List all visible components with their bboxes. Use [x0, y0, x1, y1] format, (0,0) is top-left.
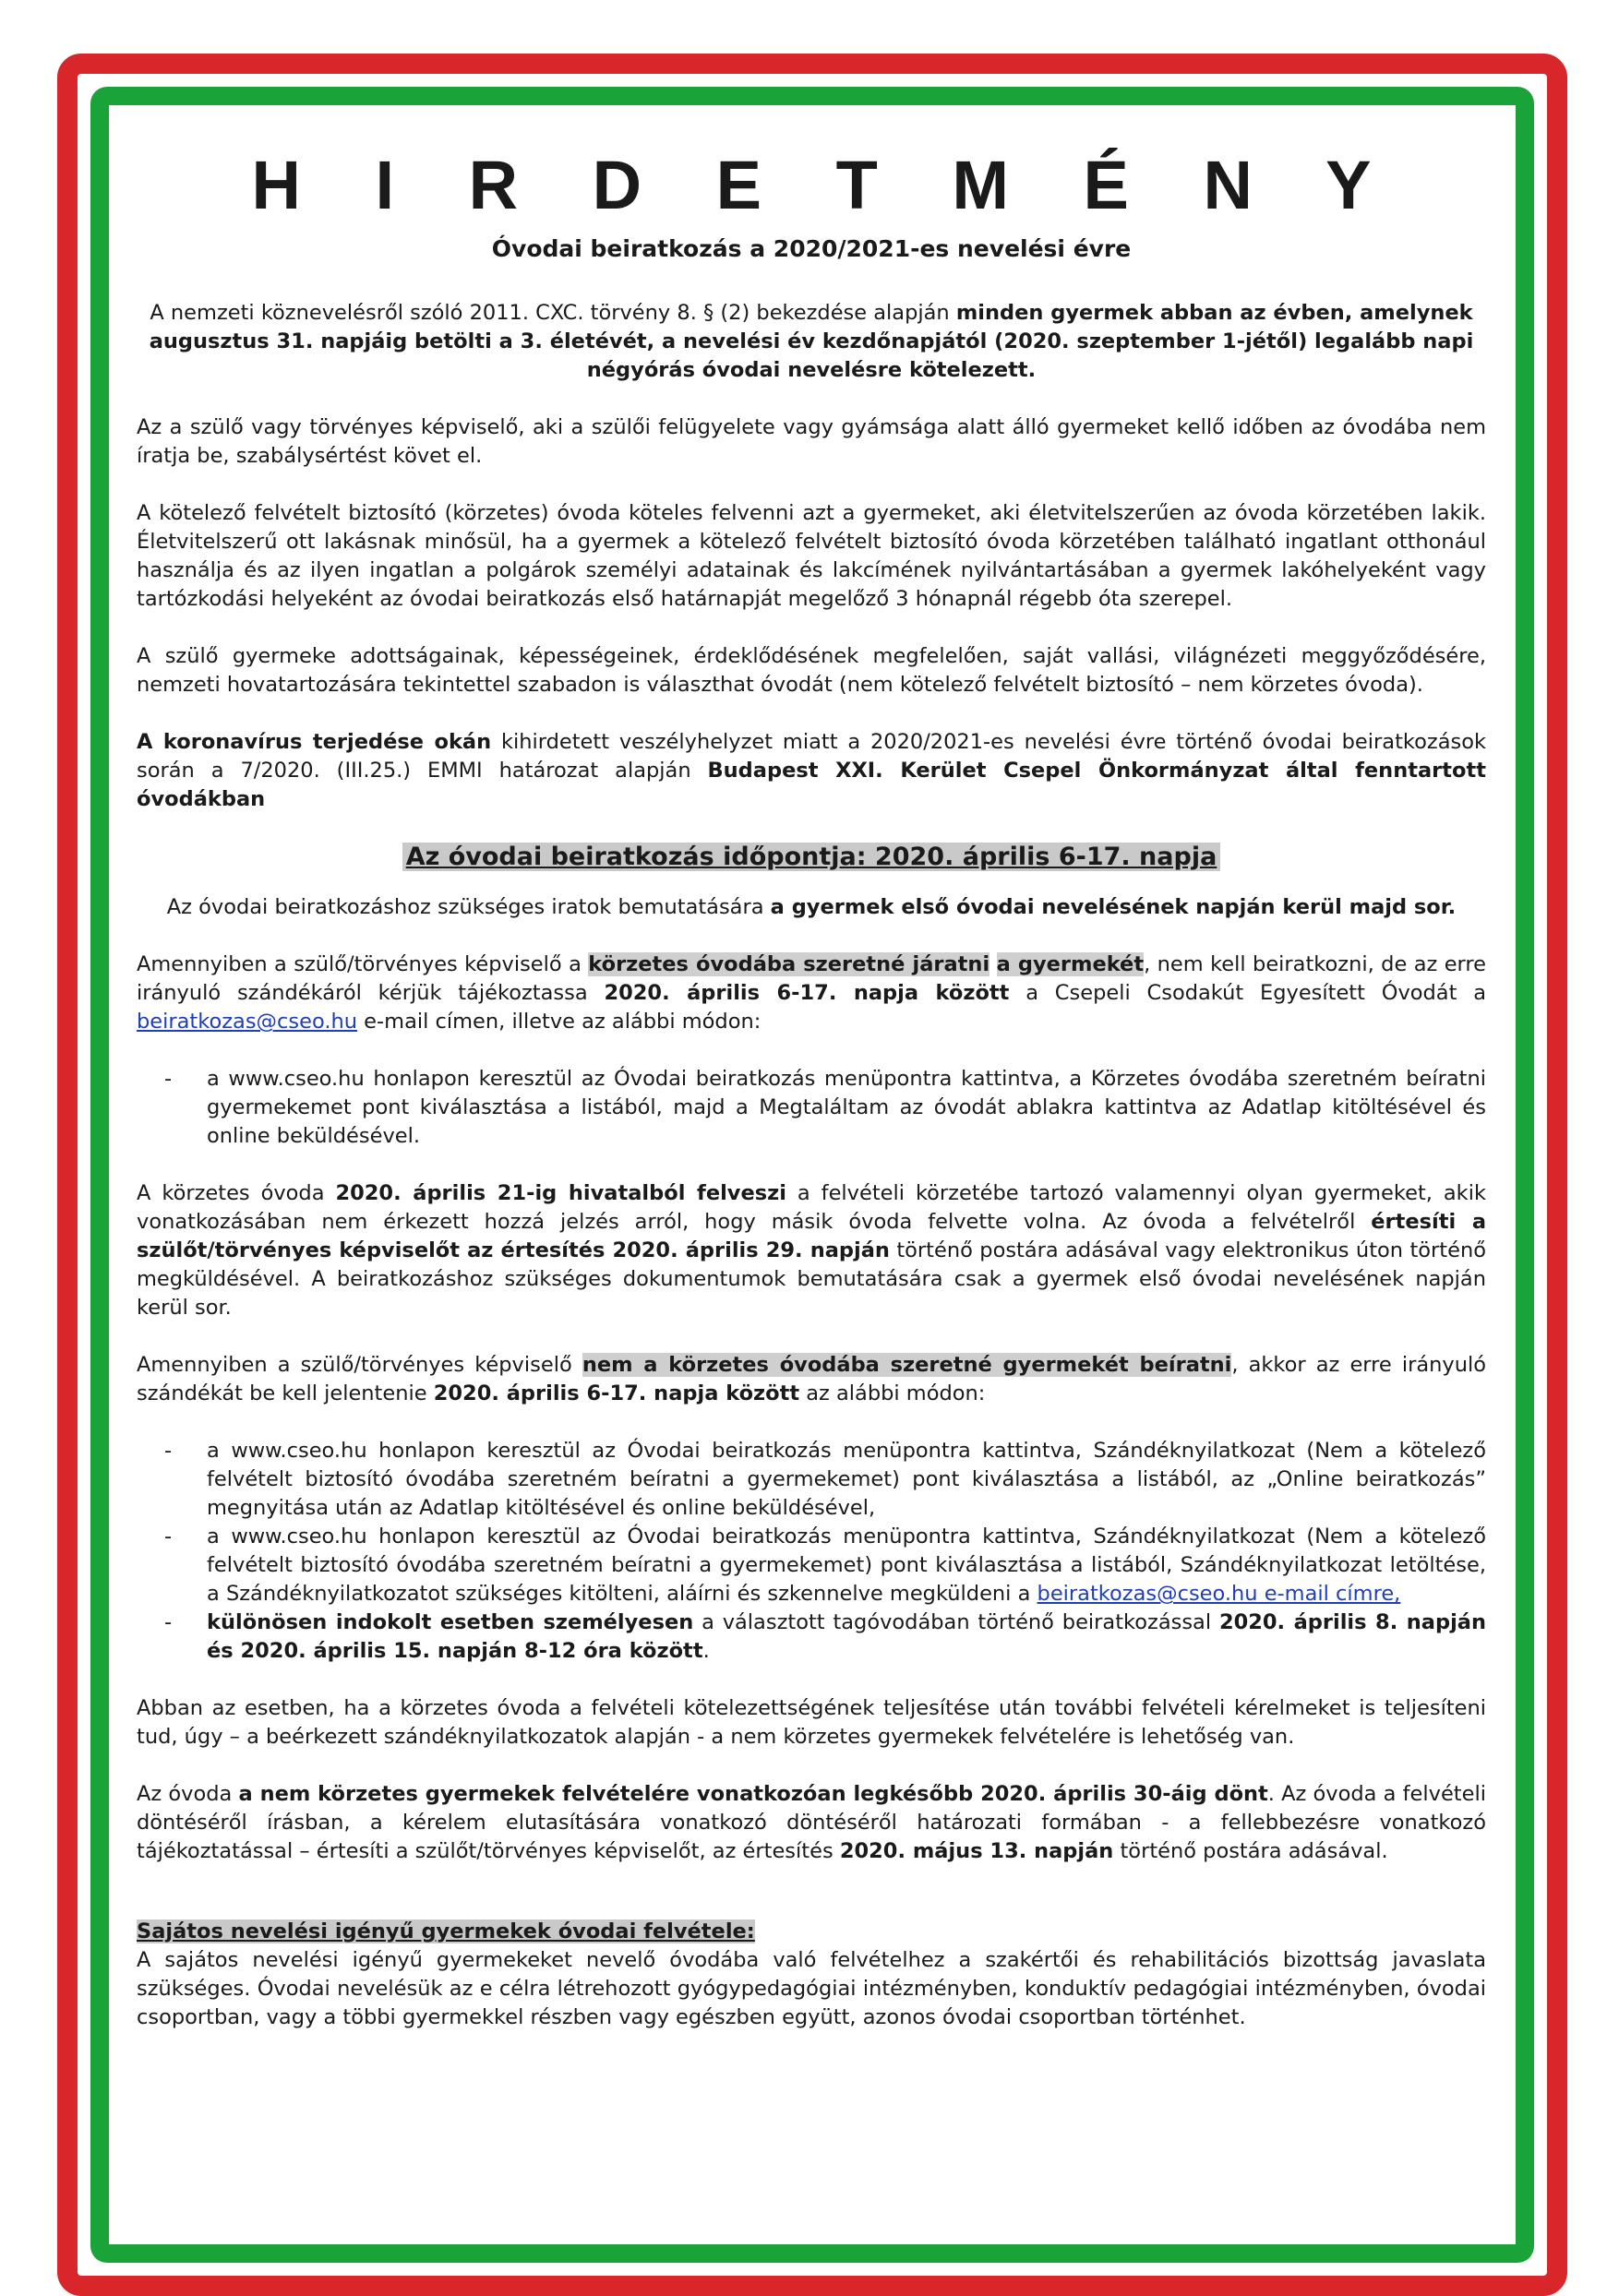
- non-district-method-list: [137, 1437, 1486, 1666]
- text: , nem kell beiratkozni, de az erre irányuló szándékáról kérjük tájékoztassa: [137, 952, 1486, 1006]
- paragraph-automatic-admission: [137, 1179, 1486, 1322]
- dash-marker: -: [164, 1610, 173, 1635]
- dash-marker: -: [164, 1525, 173, 1549]
- dash-marker: -: [164, 1439, 173, 1464]
- section-heading-special-needs: [137, 1918, 1486, 1946]
- enrollment-dates-heading: [137, 843, 1486, 871]
- text: Az óvoda: [137, 1782, 239, 1807]
- text: a felvételi körzetébe tartozó valamennyi olyan gyermeket, akik vonatkozásában nem érkezett hozzá jelzés arról, hogy másik óvoda felvette volna. Az óvoda a felvételről: [137, 1181, 1486, 1235]
- paragraph-district-kindergarten: A kötelező felvételt biztosító (körzetes) óvoda köteles felvenni azt a gyermeket, aki életvitelszerűen az óvoda körzetében lakik. Életvitelszerű ott lakásnak minősül, ha a gyermek a kötelező felvételt biztosító óvoda körzetében található ingatlant otthonául használja és az ilyen ingatlan a polgárok személyi adatainak és lakcímének nyilvántartásában a gyermek lakóhelyeként vagy tartózkodási helyeként az óvodai beiratkozás első határnapját megelőző 3 hónapnál régebb óta szerepel.: [137, 501, 1486, 612]
- paragraph-special-needs: A sajátos nevelési igényű gyermekeket nevelő óvodába való felvételhez a szakértői és rehabilitációs bizottság javaslata szükséges. Óvodai nevelésük az e célra létrehozott gyógypedagógiai intézményben, konduktív pedagógiai intézményben, óvodai csoportban, vagy a többi gyermekkel részben vagy egészben együtt, azonos óvodai csoportban történhet.: [137, 1948, 1486, 2030]
- bold-text: 2020. április 21-ig hivatalból felveszi: [335, 1181, 786, 1206]
- bold-text: a gyermek első óvodai nevelésének napján kerül majd sor.: [770, 895, 1457, 920]
- list-item-text: a www.cseo.hu honlapon keresztül az Óvodai beiratkozás menüpontra kattintva, Szándéknyilatkozat (Nem a kötelező felvételt biztosító óvodába szeretném beíratni a gyermekemet) pont kiválasztása a listából, az „Online beiratkozás” megnyitása után az Adatlap kitöltésével és online beküldésével,: [207, 1439, 1486, 1521]
- highlighted-text: nem a körzetes óvodába szeretné gyermekét beíratni: [582, 1353, 1232, 1378]
- text: Az óvodai beiratkozáshoz szükséges iratok bemutatására: [166, 895, 771, 920]
- bold-text: a nem körzetes gyermekek felvételére vonatkozóan legkésőbb 2020. április 30-áig dönt: [238, 1782, 1268, 1807]
- highlighted-text: a gyermekét: [996, 952, 1145, 977]
- email-link[interactable]: beiratkozas@cseo.hu: [137, 1010, 358, 1034]
- paragraph-obligation: [137, 299, 1486, 385]
- list-item-text: a www.cseo.hu honlapon keresztül az Óvodai beiratkozás menüpontra kattintva, Szándéknyilatkozat (Nem a kötelező felvételt biztosító óvodába szeretném beíratni a gyermekemet) pont kiválasztása a listából, Szándéknyilatkozat letöltése, a Szándéknyilatkozatot szükséges kitölteni, aláírni és szkennelve megküldeni a: [207, 1525, 1486, 1607]
- text: [989, 952, 996, 976]
- deadline-text: Az óvodai beiratkozás időpontja: 2020. április 6-17. napja: [402, 843, 1221, 871]
- text: e-mail címen, illetve az alábbi módon:: [357, 1010, 762, 1034]
- text: a Csepeli Csodakút Egyesített Óvodát a: [1009, 981, 1486, 1006]
- list-item: [137, 1523, 1486, 1608]
- paragraph-capacity: Abban az esetben, ha a körzetes óvoda a felvételi kötelezettségének teljesítése után további felvételi kérelmeket is teljesíteni tud, úgy – a beérkezett szándéknyilatkozatok alapján - a nem körzetes gyermekek felvételére is lehetőség van.: [137, 1696, 1486, 1750]
- paragraph-offence: Az a szülő vagy törvényes képviselő, aki a szülői felügyelete vagy gyámsága alatt álló gyermeket kellő időben az óvodába nem íratja be, szabálysértést követ el.: [137, 415, 1486, 469]
- district-method-list: [137, 1065, 1486, 1151]
- list-item: [137, 1437, 1486, 1523]
- page-subtitle: Óvodai beiratkozás a 2020/2021-es nevelési évre: [491, 235, 1132, 263]
- list-item: [137, 1065, 1486, 1151]
- text: . Az óvoda a felvételi döntéséről írásban, a kérelem elutasítására vonatkozó döntéséről határozati formában - a fellebbezésre vonatkozó tájékoztatással – értesíti a szülőt/törvényes képviselőt, az értesítés: [137, 1782, 1486, 1864]
- paragraph-coronavirus: [137, 728, 1486, 814]
- section-heading-text: Sajátos nevelési igényű gyermekek óvodai felvétele:: [137, 1919, 755, 1944]
- text: történő postára adásával vagy elektronikus úton történő megküldésével. A beiratkozáshoz szükséges dokumentumok bemutatására csak a gyermek első óvodai nevelésének napján kerül sor.: [137, 1238, 1486, 1321]
- bold-text: Budapest XXI. Kerület Csepel Önkormányzat által fenntartott óvodákban: [137, 759, 1486, 812]
- paragraph-decision: [137, 1780, 1486, 1866]
- paragraph-district-enrollment: [137, 951, 1486, 1036]
- text: Amennyiben a szülő/törvényes képviselő: [137, 1353, 582, 1378]
- bold-text: 2020. április 8. napján és 2020. április 15. napján 8-12 óra között: [207, 1610, 1486, 1664]
- bold-text: A koronavírus terjedése okán: [137, 730, 492, 755]
- text: A körzetes óvoda: [137, 1181, 336, 1206]
- list-item-text: a www.cseo.hu honlapon keresztül az Óvodai beiratkozás menüpontra kattintva, a Körzetes óvodába szeretném beíratni gyermekemet pont kiválasztása a listából, majd a Megtaláltam az óvodát ablakra kattintva az Adatlap kitöltésével és online beküldésével.: [207, 1067, 1486, 1149]
- bold-text: 2020. április 6-17. napja között: [604, 981, 1010, 1006]
- paragraph-non-district: [137, 1351, 1486, 1408]
- text: , akkor az erre irányuló szándékát be kell jelentenie: [137, 1353, 1486, 1406]
- text: kihirdetett veszélyhelyzet miatt a 2020/2021-es nevelési évre történő óvodai beiratkozások során a 7/2020. (III.25.) EMMI határozat alapján: [137, 730, 1486, 783]
- paragraph-documents: [137, 893, 1486, 922]
- text: Amennyiben a szülő/törvényes képviselő a: [137, 952, 589, 977]
- bold-text: értesíti a szülőt/törvényes képviselőt az értesítés 2020. április 29. napján: [137, 1210, 1486, 1263]
- paragraph-free-choice: A szülő gyermeke adottságainak, képességeinek, érdeklődésének megfelelően, saját vallási, világnézeti meggyőződésére, nemzeti hovatartozására tekintettel szabadon is választhat óvodát (nem kötelező felvételt biztosító – nem körzetes óvoda).: [137, 644, 1486, 698]
- text: történő postára adásával.: [1113, 1839, 1388, 1864]
- text: A nemzeti köznevelésről szóló 2011. CXC. törvény 8. § (2) bekezdése alapján: [150, 301, 956, 326]
- page-title: H I R D E T M É N Y: [251, 147, 1399, 223]
- text: .: [702, 1639, 710, 1664]
- list-item: [137, 1608, 1486, 1666]
- highlighted-text: körzetes óvodába szeretné járatni: [588, 952, 990, 977]
- dash-marker: -: [164, 1067, 173, 1092]
- text: az alábbi módon:: [799, 1381, 986, 1406]
- bold-text: 2020. május 13. napján: [839, 1839, 1114, 1864]
- notice-content: [137, 129, 1486, 2206]
- bold-text: 2020. április 6-17. napja között: [433, 1381, 800, 1406]
- text: a választott tagóvodában történő beiratkozással: [693, 1610, 1219, 1635]
- bold-text: különösen indokolt esetben személyesen: [207, 1610, 694, 1635]
- bold-text: minden gyermek abban az évben, amelynek augusztus 31. napjáig betölti a 3. életévét, a nevelési év kezdőnapjától (2020. szeptember 1-jétől) legalább napi négyórás óvodai nevelésre kötelezett.: [149, 301, 1474, 383]
- email-link[interactable]: beiratkozas@cseo.hu e-mail címre,: [1037, 1582, 1401, 1607]
